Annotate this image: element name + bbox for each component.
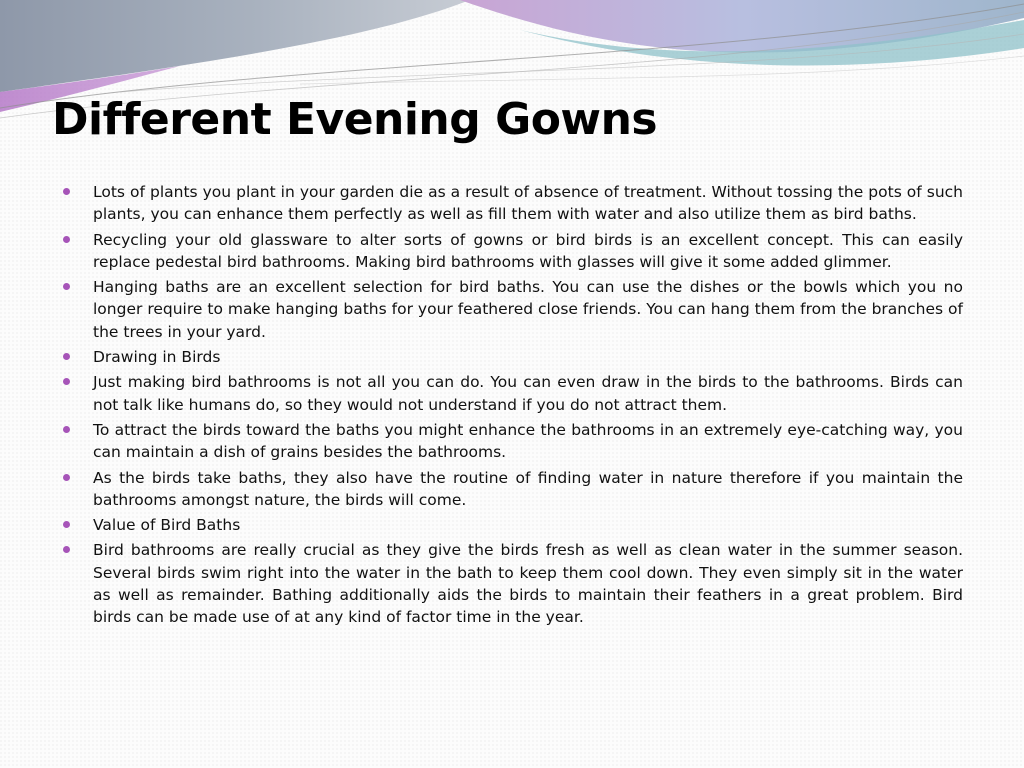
bullet-item	[60, 181, 963, 226]
bullet-point-icon	[63, 188, 70, 195]
bullet-text: Hanging baths are an excellent selection for bird baths. You can use the dishes or the bowls which you no longer require to make hanging baths for your feathered close friends. You can hang them from the branches of the trees in your yard.	[93, 278, 963, 341]
bullet-text: To attract the birds toward the baths you might enhance the bathrooms in an extremely eye-catching way, you can maintain a dish of grains besides the bathrooms.	[93, 420, 963, 462]
bullet-point-icon	[63, 521, 70, 528]
bullet-point-icon	[63, 378, 70, 385]
bullet-item	[60, 467, 963, 512]
bullet-text: Bird bathrooms are really crucial as they give the birds fresh as well as clean water in the summer season. Several birds swim right into the water in the bath to keep them cool down. They even simply sit in the water as well as remainder. Bathing additionally aids the birds to maintain their feathers in a great problem. Bird birds can be made use of at any kind of factor time in the year.	[93, 541, 963, 627]
bullet-item	[60, 276, 963, 343]
bullet-point-icon	[63, 283, 70, 290]
bullet-text: As the birds take baths, they also have the routine of finding water in nature therefore if you maintain the bathrooms amongst nature, the birds will come.	[93, 468, 963, 509]
bullet-point-icon	[63, 236, 70, 243]
bullet-text: Drawing in Birds	[93, 348, 221, 367]
bullet-text: Value of Bird Baths	[93, 516, 241, 535]
bullet-point-icon	[63, 546, 70, 553]
slide-title: Different Evening Gowns	[52, 94, 658, 145]
bullet-text: Recycling your old glassware to alter sorts of gowns or bird birds is an excellent concept. This can easily replace pedestal bird bathrooms. Making bird bathrooms with glasses will give it some added glimmer.	[93, 230, 963, 271]
bullet-text: Just making bird bathrooms is not all you can do. You can even draw in the birds to the bathrooms. Birds can not talk like humans do, so they would not understand if you do not attract them.	[93, 373, 963, 414]
bullet-item	[60, 346, 963, 368]
bullet-list	[60, 181, 963, 632]
bullet-item	[60, 229, 963, 274]
bullet-item	[60, 371, 963, 416]
bullet-point-icon	[63, 353, 70, 360]
bullet-item	[60, 539, 963, 628]
bullet-item	[60, 419, 963, 464]
bullet-text: Lots of plants you plant in your garden die as a result of absence of treatment. Without tossing the pots of such plants, you can enhance them perfectly as well as fill them with water and also utilize them as bird baths.	[93, 183, 963, 224]
bullet-point-icon	[63, 474, 70, 481]
bullet-item	[60, 514, 963, 536]
bullet-point-icon	[63, 426, 70, 433]
